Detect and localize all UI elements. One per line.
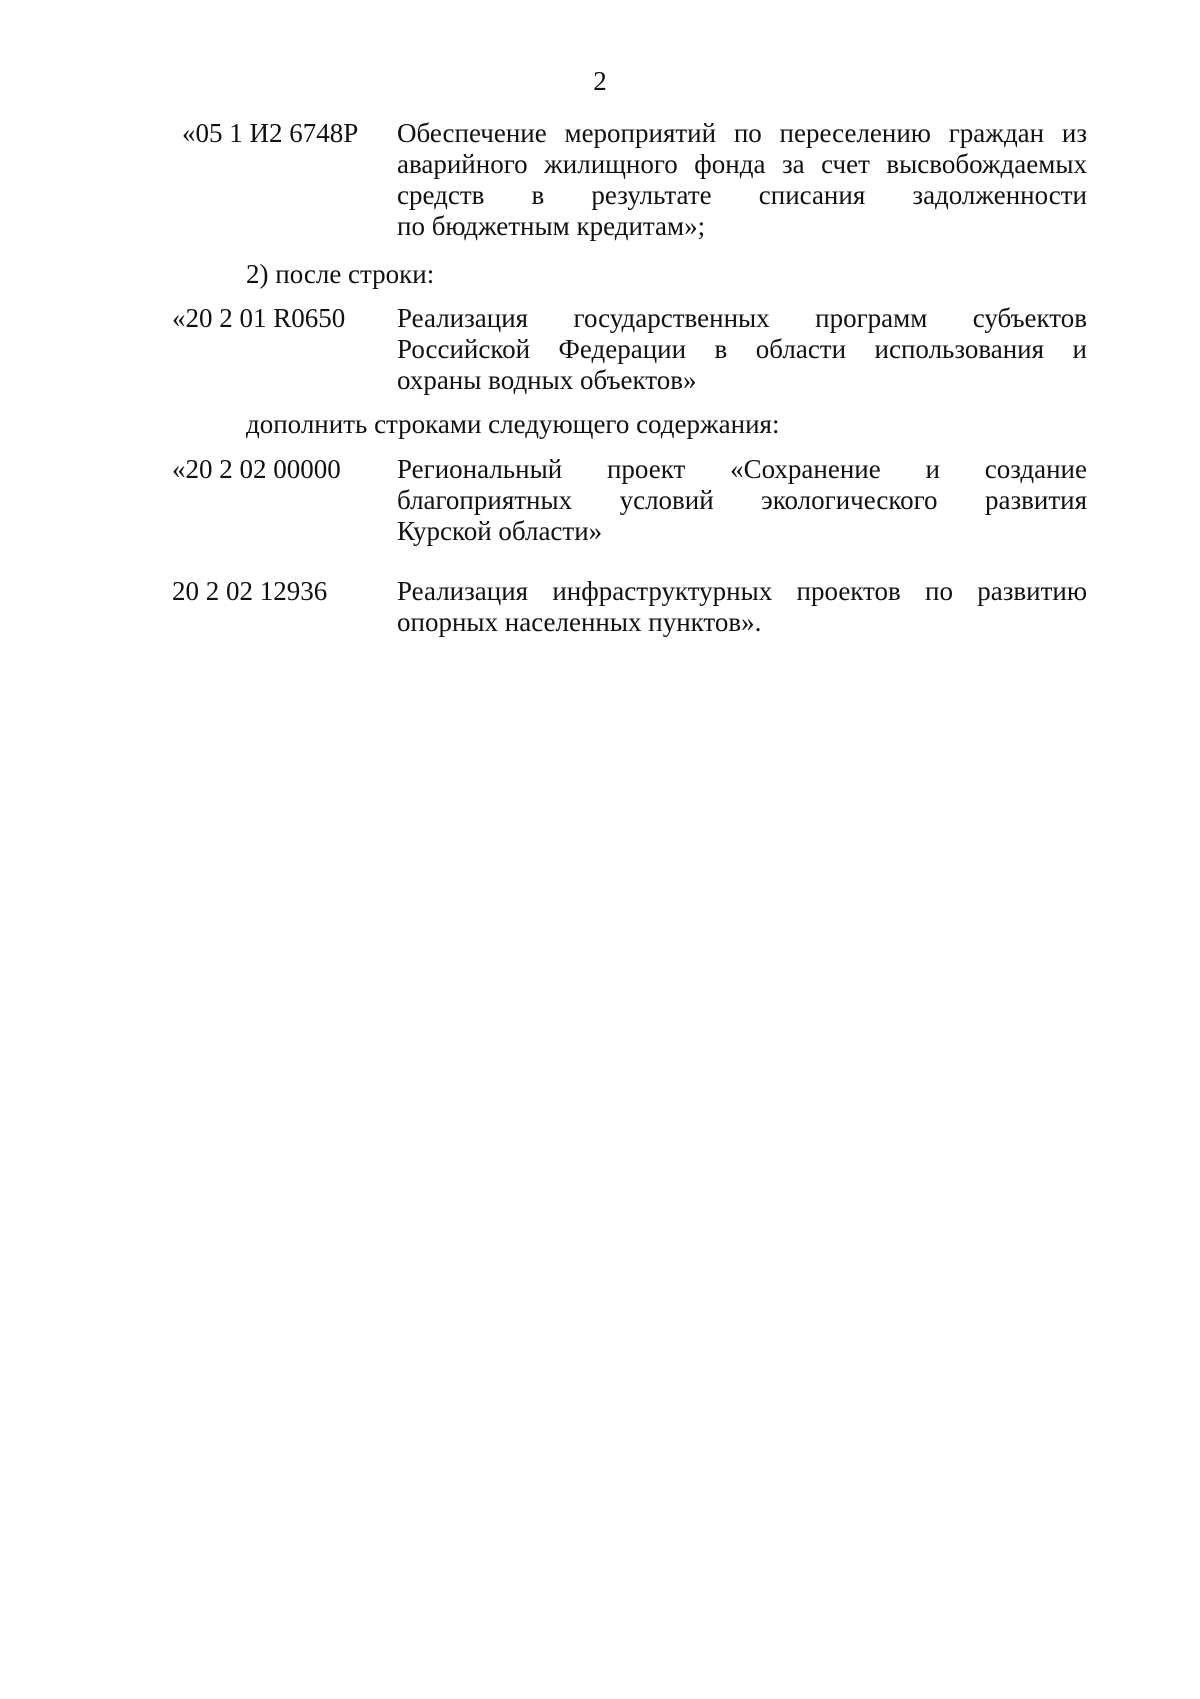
budget-code-description xyxy=(397,576,1087,638)
description-line: Обеспечение мероприятий по переселению граждан из xyxy=(397,118,1087,148)
instruction-after-line: 2) после строки: xyxy=(246,259,435,289)
description-line: Реализация государственных программ субъектов xyxy=(397,303,1087,333)
description-line: по бюджетным кредитам»; xyxy=(397,211,706,241)
budget-code: «20 2 01 R0650 xyxy=(172,303,346,333)
description-line: охраны водных объектов» xyxy=(397,365,697,395)
description-line: опорных населенных пунктов». xyxy=(397,607,762,637)
description-line: Курской области» xyxy=(397,516,603,546)
description-line: аварийного жилищного фонда за счет высвобождаемых xyxy=(397,149,1087,179)
description-line: Реализация инфраструктурных проектов по развитию xyxy=(397,576,1087,606)
description-line: благоприятных условий экологического развития xyxy=(397,485,1087,515)
description-line: средств в результате списания задолженности xyxy=(397,180,1087,210)
budget-code-description xyxy=(397,303,1087,396)
budget-code: 20 2 02 12936 xyxy=(172,576,328,606)
description-line: Региональный проект «Сохранение и создание xyxy=(397,454,1087,484)
budget-code-description xyxy=(397,454,1087,547)
instruction-add-lines: дополнить строками следующего содержания: xyxy=(246,409,780,439)
page-number: 2 xyxy=(593,66,607,96)
budget-code: «05 1 И2 6748Р xyxy=(182,118,359,148)
description-line: Российской Федерации в области использования и xyxy=(397,334,1087,364)
budget-code: «20 2 02 00000 xyxy=(172,454,341,484)
budget-code-description xyxy=(397,118,1087,242)
